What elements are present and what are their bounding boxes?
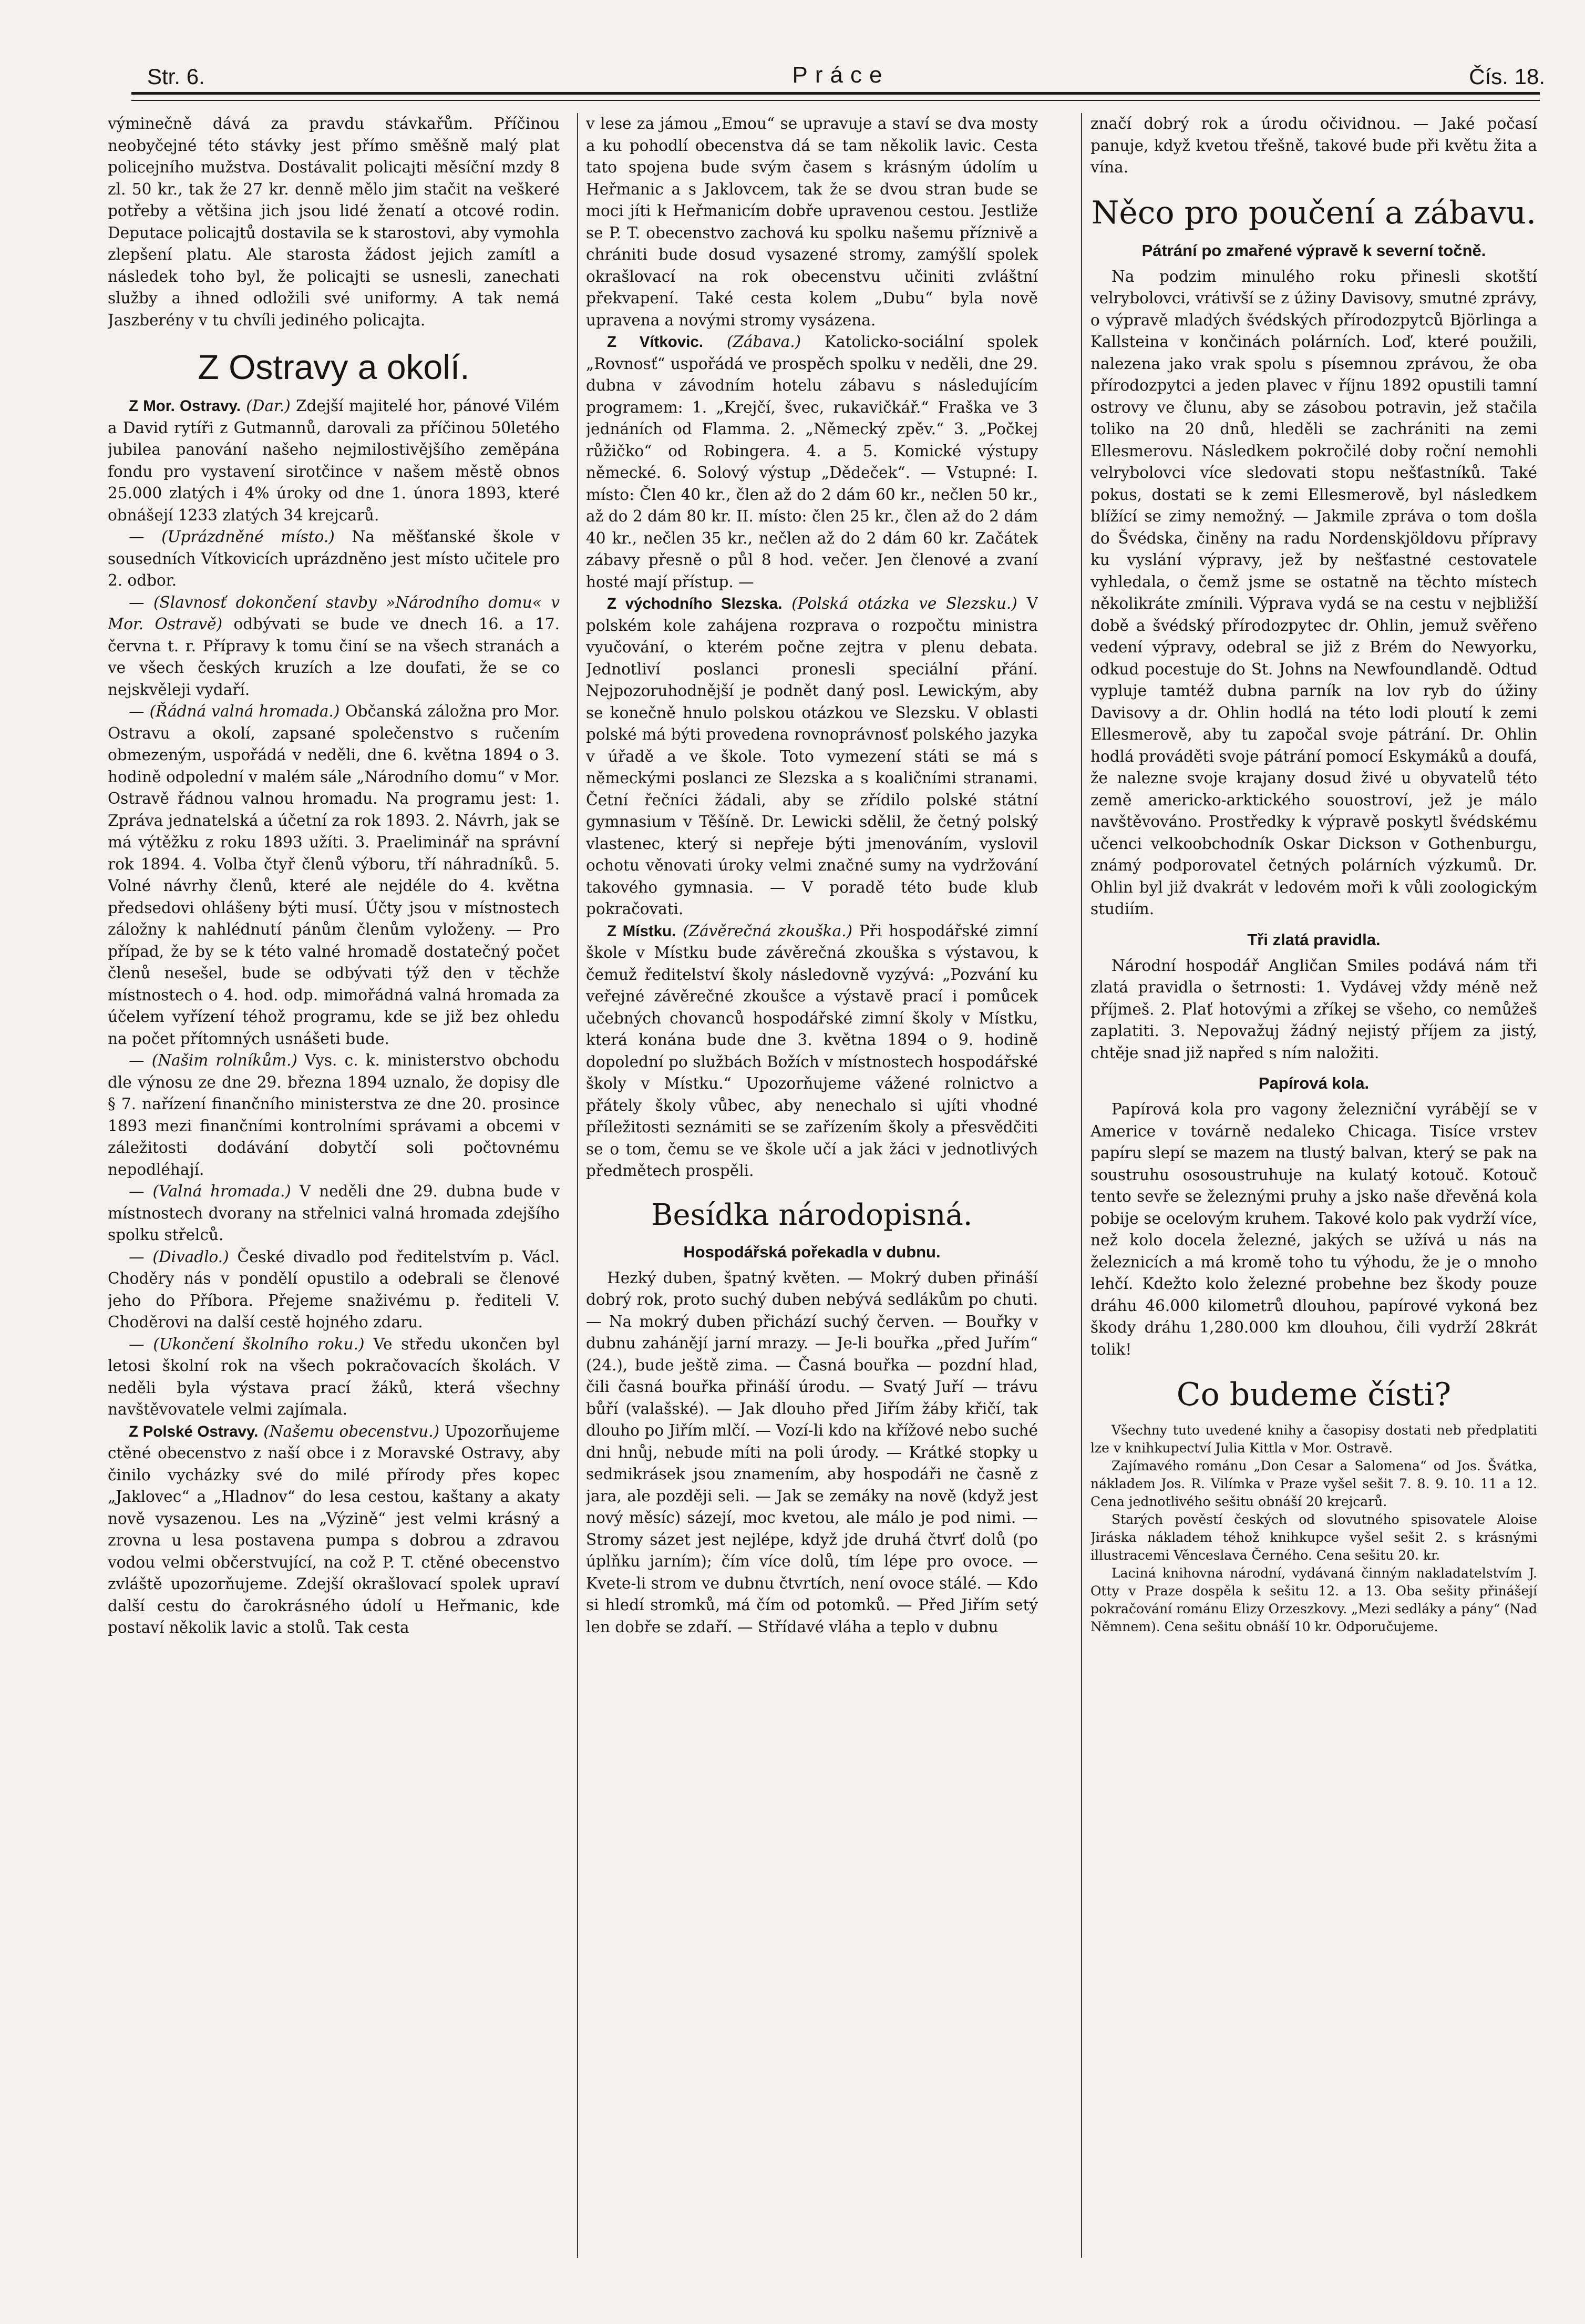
news-item: Z Mor. Ostravy. (Dar.) Zdejší majitelé hor, pánové Vilém a David rytíři z Gutmannů, darovali za příčinou 50letého jubilea panování našeho nejmilostivějšího zeměpána fondu pro vystavení sirotčince v našem městě obnos 25.000 zlatých i 4% úroky od dne 1. února 1893, které obnášejí 1233 zlatých 34 krejcarů. bbox=[108, 397, 560, 524]
article-continuation: v lese za jámou „Emou“ se upravuje a staví se dva mosty a ku pohodlí obecenstva dá se tam několik lavic. Cesta tato spojena bude svým časem s krásným údolím u Heřmanic a s Jaklovcem, tak že se dvou stran bude se moci jíti k Heřmanicím dobře upravenou cestou. Jestliže se P. T. obecenstvo zachová ku spolku našemu příznivě a chrániti bude dosud vysazené stromy, zamýšlí spolek okrašlovací na rok obecenstvu učiniti zvláštní překvapení. Také cesta kolem „Dubu“ byla nově upravena a novými stromy vysázena. bbox=[586, 115, 1038, 329]
news-item: — (Řádná valná hromada.) Občanská záložna pro Mor. Ostravu a okolí, zapsané společenstvo s ručením obmezeným, uspořádá v neděli, dne 6. května 1894 o 3. hodině odpolední v malém sále „Národního domu“ v Mor. Ostravě řádnou valnou hromadu. Na programu jest: 1. Zpráva jednatelská a účetní za rok 1893. 2. Návrh, jak se má výtěžku z roku 1893 užíti. 3. Praeliminář na správní rok 1894. 4. Volba čtyř členů výboru, tří náhradníků. 5. Volné návrhy členů, které ale nejdéle do 4. května předsedovi ohlášeny býti musí. Účty jsou v místnostech záložny k nahlédnutí pánům členům vyloženy. — Pro případ, že by se k této valné hromadě dostatečný počet členů nesešel, bude se odbývati týž den v těchže místnostech o 4. hod. odp. mimořádná valná hromada za účelem vyřízení téhož programu, kde se již bez ohledu na počet přítomných usnášeti bude. bbox=[108, 702, 560, 1048]
section-heading: Co budeme čísti? bbox=[1176, 1376, 1452, 1413]
news-item: Z Místku. (Závěrečná zkouška.) Při hospodářské zimní škole v Místku bude závěrečná zkouška s výstavou, k čemuž ředitelství školy následovně vyzývá: „Pozvání ku veřejné závěrečné zkoušce a výstavě prací i pomůcek učebných chovanců hospodářské zimní školy v Místku, která konána bude dne 3. května 1894 o 9. hodině dopolední po službách Božích v místnostech hospodářské školy v Místku.“ Upozorňujeme vážené rolnictvo a přátely školy vůbec, aby nenechalo si ujíti vhodné příležitosti seznámiti se se zařízením školy a přesvědčiti se o tom, čemu se ve škole učí a jak žáci v jednotlivých předmětech prospěli. bbox=[586, 922, 1038, 1180]
section-heading: Z Ostravy a okolí. bbox=[198, 347, 470, 386]
news-item: — (Uprázdněné místo.) Na měšťanské škole v sousedních Vítkovicích uprázdněno jest místo učitele pro 2. odbor. bbox=[108, 528, 560, 589]
page-header bbox=[131, 58, 1550, 95]
news-item: — (Valná hromada.) V neděli dne 29. dubna bude v místnostech dvorany na střelnici valná hromada zdejšího spolku střelců. bbox=[108, 1182, 560, 1244]
article-body: Národní hospodář Angličan Smiles podává nám tři zlatá pravidla o šetrnosti: 1. Vydávej vždy méně než příjmeš. 2. Plať hotovými a zříkej se všeho, co nemůžeš zaplatiti. 3. Nepovažuj žádný nejistý příjem za jistý, chtěje snad již napřed s ním naložiti. bbox=[1090, 956, 1537, 1062]
header-rule bbox=[131, 92, 1540, 95]
issue-number: Čís. 18. bbox=[1469, 64, 1545, 89]
book-notice: Laciná knihovna národní, vydávaná činným nakladatelstvím J. Otty v Praze dospěla k sešitu 12. a 13. Oba sešity přinášejí pokračování románu Elizy Orzeszkovy. „Mezi sedláky a pány“ (Nad Němnem). Cena sešitu obnáší 10 kr. Odporučujeme. bbox=[1090, 1565, 1537, 1634]
subheading: Tři zlatá pravidla. bbox=[1247, 930, 1381, 949]
book-notice: Všechny tuto uvedené knihy a časopisy dostati neb předplatiti lze v knihkupectví Julia Kittla v Mor. Ostravě. bbox=[1090, 1422, 1537, 1456]
news-item: — (Divadlo.) České divadlo pod ředitelstvím p. Václ. Choděry nás v pondělí opustilo a odebrali se členové jeho do Příbora. Přejeme snaživému p. řediteli V. Choděrovi na další cestě hojného zdaru. bbox=[108, 1247, 560, 1331]
column-divider bbox=[577, 113, 578, 2258]
news-item: Z východního Slezska. (Polská otázka ve Slezsku.) V polském kole zahájena rozprava o rozpočtu ministra vyučování, o kterém počne zejtra v plenu debata. Jednotliví poslanci pronesli speciální přání. Nejpozoruhodnější je podnět daný posl. Lewickým, aby se konečně hnulo polskou otázkou ve Slezsku. V oblasti polské má býti provedena rovnoprávnosť polského jazyka v úřadě a ve škole. Toto vymezení státi se má s německými poslanci ze Slezska a s koaličními stranami. Četní řečníci žádali, aby se zřídilo polské státní gymnasium v Těšíně. Dr. Lewicki sdělil, že četný polský vlastenec, který si nepřeje býti jmenováním, vyslovil ochotu věnovati úroky velmi značné sumy na vydržování takového gymnasia. — V poradě této bude klub pokračovati. bbox=[586, 595, 1038, 918]
column-3 bbox=[1090, 113, 1537, 2279]
article-continuation: výminečně dává za pravdu stávkařům. Příčinou neobyčejné této stávky jest přímo směšně malý plat policejního mužstva. Dostávalit policajti měsíční mzdy 8 zl. 50 kr., tak že 27 kr. denně mělo jim stačit na veškeré potřeby a většina jich jsou lidé ženatí a otcové rodin. Deputace policajtů dostavila se k starostovi, aby vymohla zlepšení platu. Ale starosta žádost jejich zamítl a následek toho byl, že policajti se usnesli, zanechati služby a ihned odložili své uniformy. A tak nemá Jaszberény v tu chvíli jediného policajta. bbox=[108, 115, 560, 329]
section-heading: Besídka národopisná. bbox=[651, 1197, 973, 1232]
news-item: — (Našim rolníkům.) Vys. c. k. ministerstvo obchodu dle výnosu ze dne 29. března 1894 uznalo, že dopisy dle § 7. nařízení finančního ministerstva ze dne 20. prosince 1893 mezi finančními kontrolními správami a obcemi v záležitosti dodávání dobytčí soli počtovnému nepodléhají. bbox=[108, 1051, 560, 1179]
newspaper-title: Práce bbox=[792, 62, 890, 88]
book-notices bbox=[1090, 1421, 1537, 1636]
book-notice: Starých pověstí českých od slovutného spisovatele Aloise Jiráska nákladem téhož knihkupce vyšel sešit 2. s krásnými illustracemi Věnceslava Černého. Cena sešitu 20. kr. bbox=[1090, 1512, 1537, 1563]
subheading: Pátrání po zmařené výpravě k severní točně. bbox=[1141, 241, 1486, 260]
news-item: — (Slavnosť dokončení stavby »Národního domu« v Mor. Ostravě) odbývati se bude ve dnech 16. a 17. června t. r. Přípravy k tomu činí se na všech stranách a ve všech českých kruzích a lze doufati, že se co nejskvěleji vydaří. bbox=[108, 593, 560, 699]
subheading: Papírová kola. bbox=[1258, 1074, 1370, 1092]
subheading: Hospodářská pořekadla v dubnu. bbox=[683, 1242, 941, 1261]
news-item: — (Ukončení školního roku.) Ve středu ukončen byl letosi školní rok na všech pokračovacích školách. V neděli byla výstava prací žáků, která všechny navštěvovatele velmi zajímala. bbox=[108, 1335, 560, 1418]
column-divider bbox=[1081, 113, 1082, 2258]
article-continuation: značí dobrý rok a úrodu očividnou. — Jaké počasí panuje, když kvetou třešně, takové bude při květu žita a vína. bbox=[1090, 115, 1537, 176]
page-number: Str. 6. bbox=[147, 64, 205, 89]
section-heading: Něco pro poučení a zábavu. bbox=[1091, 194, 1537, 231]
article-body: Na podzim minulého roku přinesli skotští velrybolovci, vrátivší se z úžiny Davisovy, smutné zprávy, o výpravě mladých švédských přírodozpytců Björlinga a Kallsteina v končinách polárních. Loď, které použili, nalezena jako vrak spolu s písemnou zprávou, že oba přírodozpytci a jeden plavec v říjnu 1892 opustili tamní ostrovy ve člunu, aby se zásobou potravin, jež stačila toliko na 20 dnů, hleděli se zachrániti na zemi Ellesmerovu. Následkem pokročilé doby roční nemohli velrybolovci více sledovati stopu nešťastníků. Také pokus, dostati se k zemi Ellesmerově, byl následkem blížící se zimy nemožný. — Jakmile zpráva o tom došla do Švédska, činěny na radu Nordenskjöldovu přípravy ku vyslání výpravy, jež by nešťastné cestovatele vyhledala, o čemž jsme se ostatně na těchto místech několikráte zmínili. Výprava vydá se na cestu v nejbližší době a švédský přírodozpytec dr. Ohlin, jemuž svěřeno vedení výpravy, odebral se již z Brém do Newyorku, odkud pocestuje do St. Johns na Newfoundlandě. Odtud vypluje tamtéž dubna parník na lov ryb do úžiny Davisovy a dr. Ohlin hodlá na této lodi ploutí k zemi Ellesmerově, aby tu započal svoje pátrání. Dr. Ohlin hodlá prováděti svoje pátrání pomocí Eskymáků a doufá, že nalezne svoje krajany dosud živé u obyvatelů této země americko-arktického souostroví, jež je málo navštěvováno. Prostředky k výpravě poskytl švédskému učenci velkoobchodník Oskar Dickson v Gothenburgu, známý podporovatel četných polárních výzkumů. Dr. Ohlin byl již dvakrát v ledovém moři k vůli zoologickým studiím. bbox=[1090, 267, 1537, 918]
book-notice: Zajímavého románu „Don Cesar a Salomena“ od Jos. Švátka, nákladem Jos. R. Vilímka v Praze vyšel sešit 7. 8. 9. 10. 11 a 12. Cena jednotlivého sešitu obnáší 20 krejcarů. bbox=[1090, 1458, 1537, 1509]
column-2 bbox=[586, 113, 1038, 2279]
header-rule-thin bbox=[131, 100, 1540, 101]
news-item: Z Vítkovic. (Zábava.) Katolicko-sociální spolek „Rovnosť“ uspořádá ve prospěch spolku v neděli, dne 29. dubna v závodním hotelu zábavu s následujícím programem: 1. „Krejčí, švec, rukavičkář.“ Fraška ve 3 jednáních od Flamma. 2. „Německý zpěv.“ 3. „Počkej růžičko“ od Robingera. 4. a 5. Komické výstupy německé. 6. Solový výstup „Dědeček“. — Vstupné: I. místo: Člen 40 kr., člen až do 2 dám 60 kr., nečlen 50 kr., až do 2 dám 80 kr. II. místo: člen 25 kr., člen až do 2 dám 40 kr., nečlen 35 kr., nečlen až do 2 dám 60 kr. Začátek zábavy přesně o půl 8 hod. večer. Jen členové a zvaní hosté mají přístup. — bbox=[586, 333, 1038, 591]
article-body: Hezký duben, špatný květen. — Mokrý duben přináší dobrý rok, proto suchý duben nebývá sedlákům po chuti. — Na mokrý duben přichází suchý červen. — Bouřky v dubnu zahánějí jarní mrazy. — Je-li bouřka „před Juřím“ (24.), bude ještě zima. — Časná bouřka — pozdní hlad, čili časná bouřka přináší úrodu. — Svatý Juří — trávu bůří (valašské). — Jak dlouho před Jiřím žáby křičí, tak dlouho po Jiřím mlčí. — Vozí-li kdo na křížové nebo suché dni hnůj, nebude míti na poli úrody. — Krátké stopky u sedmikrásek jsou znamením, aby hospodáři ne časně z jara, ale později seli. — Jak se zemáky na nově (když jest nový měsíc) sázejí, moc kvetou, ale málo je pod nimi. — Stromy sázet jest nejlépe, když jde druhá čtvrť dolů (po úplňku jarním); čím více dolů, tím lépe pro ovoce. — Kvete-li strom ve dubnu čtvrtích, není ovoce stálé. — Kdo si hledí stromků, má čím od potomků. — Před Jiřím setý len dobře se zdaří. — Střídavé vláha a teplo v dubnu bbox=[586, 1268, 1038, 1636]
column-1 bbox=[108, 113, 560, 2279]
article-body: Papírová kola pro vagony železniční vyrábějí se v Americe v továrně nedaleko Chicaga. Tisíce vrstev papíru slepí se mazem na tlustý balvan, který se pak na soustruhu ososoustruhuje na kulatý kotouč. Kotouč tento sevře se železnými pruhy a jsko naše dřevěná kola pobije se ocelovým kruhem. Takové kolo pak vydrží více, než kolo docela železné, jakých se užívá u nás na železnicích a má kromě toho tu výhodu, že je o mnoho lehčí. Kdežto kolo železné probehne bez škody pouze dráhu 46.000 kilometrů dlouhou, papírové vykoná bez škody dráhu 1,280.000 km dlouhou, čili vydrží 28krát tolik! bbox=[1090, 1100, 1537, 1358]
news-item: Z Polské Ostravy. (Našemu obecenstvu.) Upozorňujeme ctěné obecenstvo z naší obce i z Moravské Ostravy, aby činilo vycházky své do milé přírody přes kopec „Jaklovec“ a „Hladnov“ do lesa cestou, kaštany a akaty nově vysazenou. Les na „Výzině“ jest velmi krásný a zrovna u lesa postavena pumpa s dobrou a zdravou vodou velmi občerstvující, na což P. T. ctěné obecenstvo zvláště upozorňujeme. Zdejší okrašlovací spolek upraví další cestu do čarokrásného údolí u Heřmanic, kde postaví několik lavic a stolů. Tak cesta bbox=[108, 1422, 560, 1636]
